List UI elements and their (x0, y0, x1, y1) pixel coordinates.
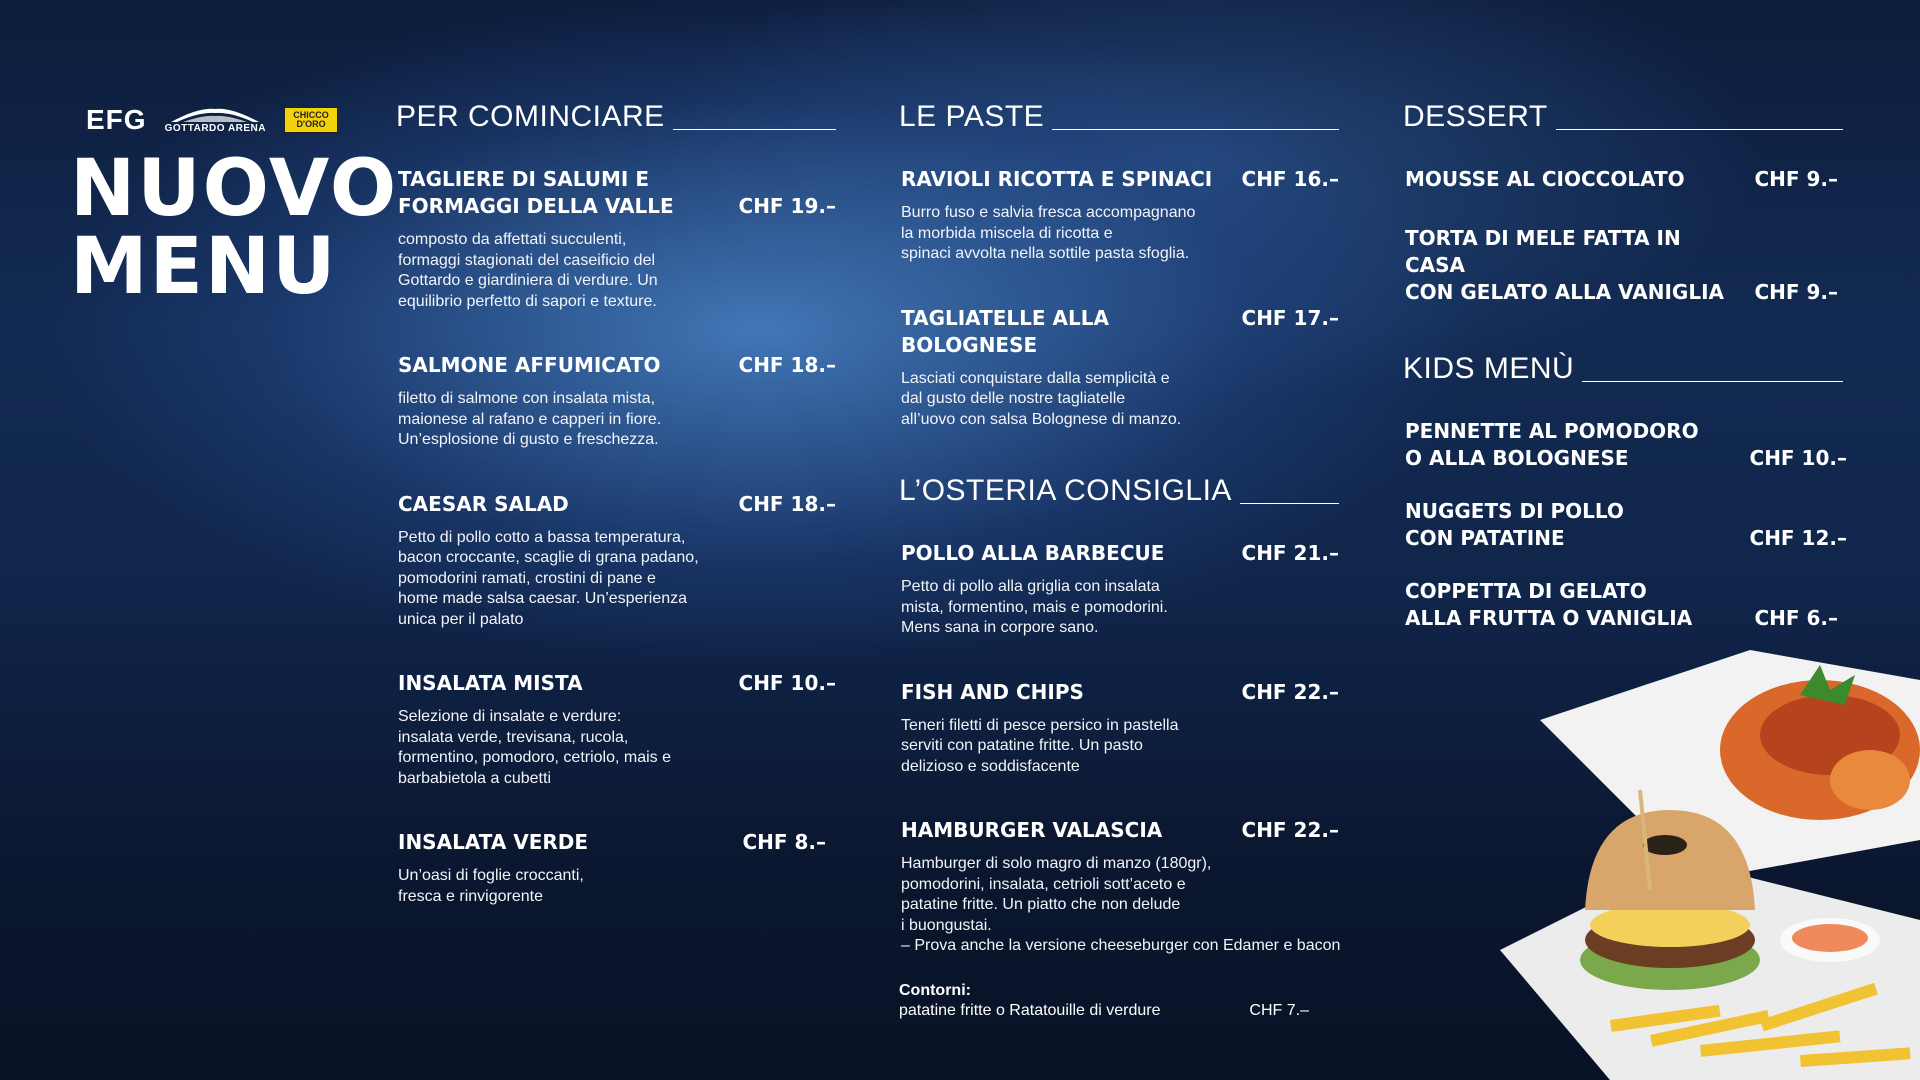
item-name: NUGGETS DI POLLO CON PATATINE (1405, 499, 1624, 550)
item-name: CAESAR SALAD (398, 491, 569, 516)
menu-item (1403, 225, 1843, 306)
menu-item (1403, 578, 1843, 632)
item-price: CHF 22.– (1241, 679, 1339, 704)
item-name: PENNETTE AL POMODORO O ALLA BOLOGNESE (1405, 419, 1699, 470)
item-price: CHF 22.– (1241, 818, 1339, 842)
item-price: CHF 9.– (1754, 280, 1838, 304)
section-header-kids (1403, 348, 1843, 384)
item-name: FISH AND CHIPS (901, 679, 1084, 704)
section-le-paste (899, 96, 1339, 1022)
item-description: Hamburger di solo magro di manzo (180gr), pomodorini, insalata, cetrioli sott’aceto e patatine fritte. Un piatto che non delude i buongustai. – Prova anche la versione cheeseburger con Edamer e bacon (901, 855, 1341, 954)
item-description: Petto di pollo cotto a bassa temperatura, bacon croccante, scaglie di grana padano, pomodorini ramati, crostini di pane e home made salsa caesar. Un’esperienza unica per il palato (398, 528, 699, 628)
contorni (899, 981, 1339, 1022)
section-title: LE PASTE (899, 100, 1045, 133)
item-name: HAMBURGER VALASCIA (901, 818, 1163, 842)
section-title: PER COMINCIARE (396, 100, 665, 133)
section-header (899, 96, 1339, 132)
menu-item (899, 679, 1339, 778)
gottardo-arena-label: GOTTARDO ARENA (164, 122, 267, 134)
item-price: CHF 21.– (1241, 541, 1339, 565)
item-description: Selezione di insalate e verdure: insalata verde, trevisana, rucola, formentino, pomodoro, cetriolo, mais e barbabietola a cubetti (398, 708, 672, 787)
section-divider (1556, 129, 1843, 130)
section-header (396, 96, 836, 132)
section-divider (1582, 381, 1843, 382)
item-name: INSALATA VERDE (398, 830, 589, 854)
section-divider (1052, 129, 1339, 130)
menu-item (1403, 166, 1843, 193)
menu-item (899, 817, 1339, 957)
item-price: CHF 8.– (742, 830, 826, 854)
item-price: CHF 17.– (1241, 305, 1339, 330)
title-line-2: MENU (70, 222, 338, 312)
item-price: CHF 16.– (1241, 167, 1339, 191)
item-name: COPPETTA DI GELATO ALLA FRUTTA O VANIGLIA (1405, 579, 1693, 630)
item-name: MOUSSE AL CIOCCOLATO (1405, 167, 1685, 191)
menu-item (396, 829, 836, 907)
item-name: POLLO ALLA BARBECUE (901, 541, 1165, 565)
menu-item (396, 670, 836, 789)
item-name: INSALATA MISTA (398, 671, 583, 695)
item-name: TAGLIERE DI SALUMI E FORMAGGI DELLA VALLE (398, 167, 674, 218)
section-per-cominciare (396, 96, 836, 947)
menu-item (396, 491, 836, 631)
contorni-price: CHF 7.– (1249, 1002, 1309, 1019)
item-name: RAVIOLI RICOTTA E SPINACI (901, 167, 1213, 191)
arena-roof-icon (169, 107, 261, 123)
item-name: TORTA DI MELE FATTA IN CASA CON GELATO ALLA VANIGLIA (1405, 226, 1725, 304)
menu-item (899, 305, 1339, 431)
menu-item (396, 166, 836, 312)
item-name: SALMONE AFFUMICATO (398, 353, 661, 377)
title-line-1: NUOVO (70, 144, 399, 234)
item-description: composto da affettati succulenti, formaggi stagionati del caseificio del Gottardo e giardiniera di verdure. Un equilibrio perfetto di sapori e texture. (398, 231, 658, 310)
menu-item (899, 166, 1339, 265)
food-photo (1500, 640, 1920, 1080)
menu-item (1403, 418, 1847, 472)
item-price: CHF 19.– (738, 194, 836, 218)
section-title: KIDS MENÙ (1403, 352, 1575, 385)
item-price: CHF 10.– (1749, 446, 1847, 470)
section-divider (673, 129, 836, 130)
section-title: DESSERT (1403, 100, 1548, 133)
section-header-osteria (899, 470, 1339, 506)
chicco-doro-logo: CHICCO D'ORO (284, 107, 338, 133)
item-description: Teneri filetti di pesce persico in pastella serviti con patatine fritte. Un pasto delizioso e soddisfacente (901, 716, 1179, 775)
page-title (70, 144, 399, 312)
item-description: Un’oasi di foglie croccanti, fresca e rinvigorente (398, 867, 584, 905)
item-description: Lasciati conquistare dalla semplicità e dal gusto delle nostre tagliatelle all’uovo con salsa Bolognese di manzo. (901, 369, 1182, 428)
item-price: CHF 9.– (1754, 167, 1838, 191)
contorni-label: Contorni: (899, 981, 971, 999)
menu-item (396, 352, 836, 451)
item-description: filetto di salmone con insalata mista, maionese al rafano e capperi in fiore. Un’esplosione di gusto e freschezza. (398, 390, 662, 448)
item-price: CHF 10.– (738, 671, 836, 695)
contorni-text: patatine fritte o Ratatouille di verdure (899, 1002, 1161, 1019)
item-price: CHF 6.– (1754, 606, 1838, 630)
sponsor-logos (86, 104, 338, 136)
item-price: CHF 18.– (738, 491, 836, 516)
menu-item (899, 540, 1339, 639)
item-name: TAGLIATELLE ALLA BOLOGNESE (901, 305, 1109, 357)
section-title: L’OSTERIA CONSIGLIA (899, 474, 1232, 507)
section-divider (1240, 503, 1339, 504)
menu-item (1403, 498, 1847, 552)
efg-logo: EFG (86, 104, 147, 135)
item-description: Petto di pollo alla griglia con insalata mista, formentino, mais e pomodorini. Mens sana in corpore sano. (901, 578, 1168, 636)
gottardo-arena-logo (165, 107, 266, 134)
item-description: Burro fuso e salvia fresca accompagnano la morbida miscela di ricotta e spinaci avvolta nella sottile pasta sfoglia. (901, 204, 1196, 262)
item-price: CHF 18.– (738, 353, 836, 377)
item-price: CHF 12.– (1749, 526, 1847, 550)
section-header (1403, 96, 1843, 132)
section-dessert (1403, 96, 1847, 672)
